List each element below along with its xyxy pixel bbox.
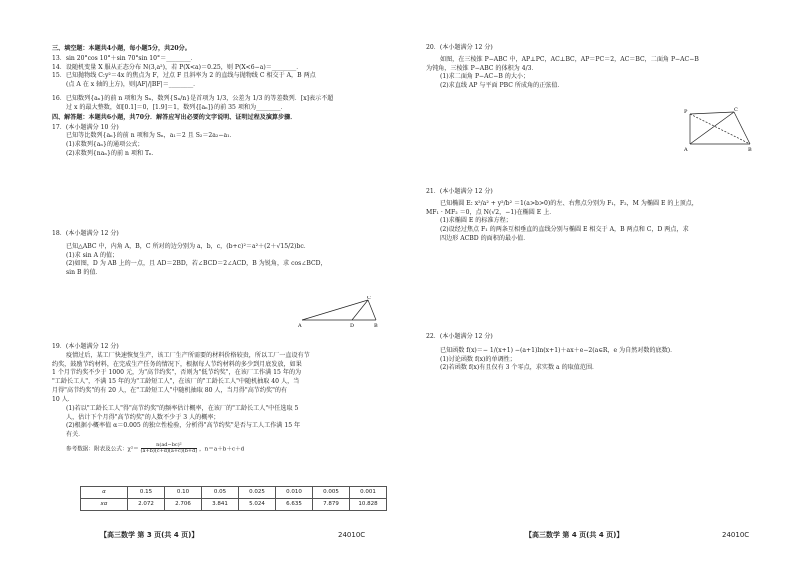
q19-para-5: 10 人． [52,395,74,403]
formula-fraction: $\frac{\text{n(ad−bc)²}}{(a+b)(c+d)(a+c)(b+d)}$ [140,442,198,455]
table-cell: 0.05 [202,487,239,499]
table-row-x [81,499,387,511]
q19-para-4: 月得"高节约奖"的有 20 人，在"工龄短工人"中随机抽取 80 人，当月得"高节约奖"的有 [52,387,288,395]
footer-page-3: 【高三数学 第 3 页(共 4 页)】 [100,531,199,539]
question-20-stem-1: 如图，在三棱锥 P−ABC 中，AP⊥PC，AC⊥BC，AP＝PC＝2，AC＝BC，二面角 P−AC−B [440,55,699,63]
exam-code-right: 24010C [722,531,750,539]
table-cell: 6.635 [276,499,313,511]
question-18-part2-cont: sin B 的值． [66,269,102,277]
question-17-stem: 已知等比数列{aₙ}的前 n 项和为 Sₙ，a₁＝2 且 S₂＝2a₂−a₁． [66,132,236,140]
q19-para-2: 1 个月节约奖不少于 1000 元，为"高节约奖"，否则为"低节约奖"，在该厂工作满 15 年的为 [52,369,302,377]
question-20-stem-2: 为钝角，三棱锥 P−ABC 的体积为 4/3． [426,64,538,72]
fig20-label-c: C [734,107,738,113]
fig18-label-d: D [350,323,355,328]
fig18-label-a: A [298,323,302,328]
question-20 [426,44,771,91]
question-15-line2: (点 A 在 x 轴的上方)，则|AF|/|BF|＝________． [66,81,200,89]
question-18-stem: 已知△ABC 中，内角 A，B，C 所对的边分别为 a，b，c，(b+c)²＝a²＋(2＋√15/2)bc． [66,242,310,250]
question-20-part2: (2)求直线 AP 与平面 PBC 所成角的正弦值． [440,82,564,90]
formula-tail: ，n＝a＋b＋c＋d [199,446,245,453]
question-19 [52,343,392,455]
q19-part1-line2: 人，估计下个月得"高节约奖"的人数不少于 3 人的概率； [66,413,220,421]
table-cell: 2.072 [128,499,165,511]
table-cell: 0.005 [313,487,350,499]
question-21-part2-cont: 四边形 ACBD 的面积的最小值． [440,235,530,243]
question-15-line1: 15．已知抛物线 C:y²＝4x 的焦点为 F，过点 F 且斜率为 2 的直线与抛物线 C 相交于 A，B 两点 [52,72,316,80]
table-head-x: xα [81,499,128,511]
question-16-line2: 过 x 的最大整数，如[0.1]＝0，[1.9]＝1，数列{[aₙ]}的前 35 项和为________． [66,103,287,111]
critical-value-table [80,486,387,511]
question-22-heading: 22．(本小题满分 12 分) [426,333,493,340]
table-cell: 7.879 [313,499,350,511]
formula-label: 参考数据：附表及公式：χ²＝ [66,446,139,453]
table-cell: 0.15 [128,487,165,499]
question-22-part2: (2)若函数 f(x)有且仅有 3 个零点，求实数 a 的取值范围． [440,364,599,372]
question-18-part1: (1)求 sin A 的值； [66,251,119,259]
question-20-part1: (1)求二面角 P−AC−B 的大小； [440,73,530,81]
table-cell: 0.10 [165,487,202,499]
table-cell: 0.025 [239,487,276,499]
exam-code-left: 24010C [338,531,366,539]
q19-para-0: 疫情过后，某工厂快速恢复生产，该工厂生产所需要的材料价格较贵，所以工厂一直设有节 [66,351,310,359]
question-22-stem: 已知函数 f(x)＝− 1/(x+1) −(a+1)ln(x+1)＋ax＋e−2(a∈R，e 为自然对数的底数)． [440,346,677,354]
question-21-stem-1: 已知椭圆 E: x²/a² + y²/b² ＝1(a>b>0)的左、右焦点分别为 F₁，F₂，M 为椭圆 E 的上顶点， [440,199,698,207]
question-16-line1: 16．已知数列{aₙ}的前 n 项和为 Sₙ，数列{Sₙ/n}是首项为 1/3，公差为 1/3 的等差数列．[x]表示不超 [52,95,334,103]
question-17-part2: (2)求数列{naₙ}的前 n 项和 Tₙ． [66,150,158,158]
fig18-label-b: B [374,323,378,328]
q19-para-1: 约奖，鼓励节约材料，在完成生产任务的情况下，根据每人节约材料的多少到月底发放，如果 [52,360,302,368]
question-18-part2: (2)如图，D 为 AB 上的一点，且 AD＝2BD，若∠BCD＝2∠ACD，B 为锐角，求 cos∠BCD， [66,260,327,268]
question-21-part1: (1)求椭圆 E 的标准方程； [440,217,512,225]
table-cell: 3.841 [202,499,239,511]
q19-para-3: "工龄长工人"，不满 15 年的为"工龄短工人"，在该厂的"工龄长工人"中随机抽取 40 人，当 [52,378,300,386]
table-cell: 0.001 [350,487,387,499]
fig20-label-b: B [748,147,752,152]
q19-part1-line1: (1)若以"工龄长工人"得"高节约奖"的频率估计概率，在该厂的"工龄长工人"中任选取 5 [66,404,299,412]
question-22-part1: (1)讨论函数 f(x)的单调性； [440,355,516,363]
question-21-part2: (2)设经过焦点 F₁ 的两条互相垂直的直线分别与椭圆 E 相交于 A，B 两点和 C，D 两点，求 [440,226,689,234]
question-19-heading: 19．(本小题满分 12 分) [52,343,119,350]
section-4-heading: 四、解答题：本题共6小题，共70分．解答应写出必要的文字说明、证明过程及演算步骤． [52,113,297,121]
table-cell: 2.706 [165,499,202,511]
question-13: 13．sin 20°cos 10°＋sin 70°sin 10°＝________． [52,54,197,62]
pyramid-figure-20 [684,106,756,152]
table-cell: 5.024 [239,499,276,511]
table-row-alpha [81,487,387,499]
question-21 [426,188,771,244]
question-14: 14．设随机变量 X 服从正态分布 N(3,a²)，若 P(X<a)＝0.25，则 P(X<6−a)＝________． [52,63,303,71]
table-head-alpha: α [81,487,128,499]
fig20-label-a: A [684,147,688,152]
q19-part2-line1: (2)根据小概率值 α＝0.005 的独立性检验，分析得"高节约奖"是否与工人工作满 15 年 [66,422,301,430]
table-cell: 10.828 [350,499,387,511]
question-21-stem-2: MF₁ · MF₂ ＝0，点 N(√2，−1)在椭圆 E 上． [426,208,556,216]
question-20-heading: 20．(本小题满分 12 分) [426,44,493,51]
question-17-part1: (1)求数列{aₙ}的通项公式； [66,141,144,149]
fill-in-section [52,44,392,159]
question-18 [52,230,392,278]
question-17-heading: 17．(本小题满分 10 分) [52,123,119,131]
question-21-heading: 21．(本小题满分 12 分) [426,188,493,195]
table-cell: 0.010 [276,487,313,499]
footer-page-4: 【高三数学 第 4 页(共 4 页)】 [525,531,624,539]
question-22 [426,333,771,373]
q19-formula [52,443,392,455]
question-18-heading: 18．(本小题满分 12 分) [52,230,119,237]
q19-part2-line2: 有关． [66,431,85,439]
triangle-figure-18 [296,296,380,328]
fig20-label-p: P [684,109,688,115]
section-3-heading: 三、填空题：本题共4小题，每小题5分，共20分。 [52,45,191,52]
fig18-label-c: C [367,296,371,301]
